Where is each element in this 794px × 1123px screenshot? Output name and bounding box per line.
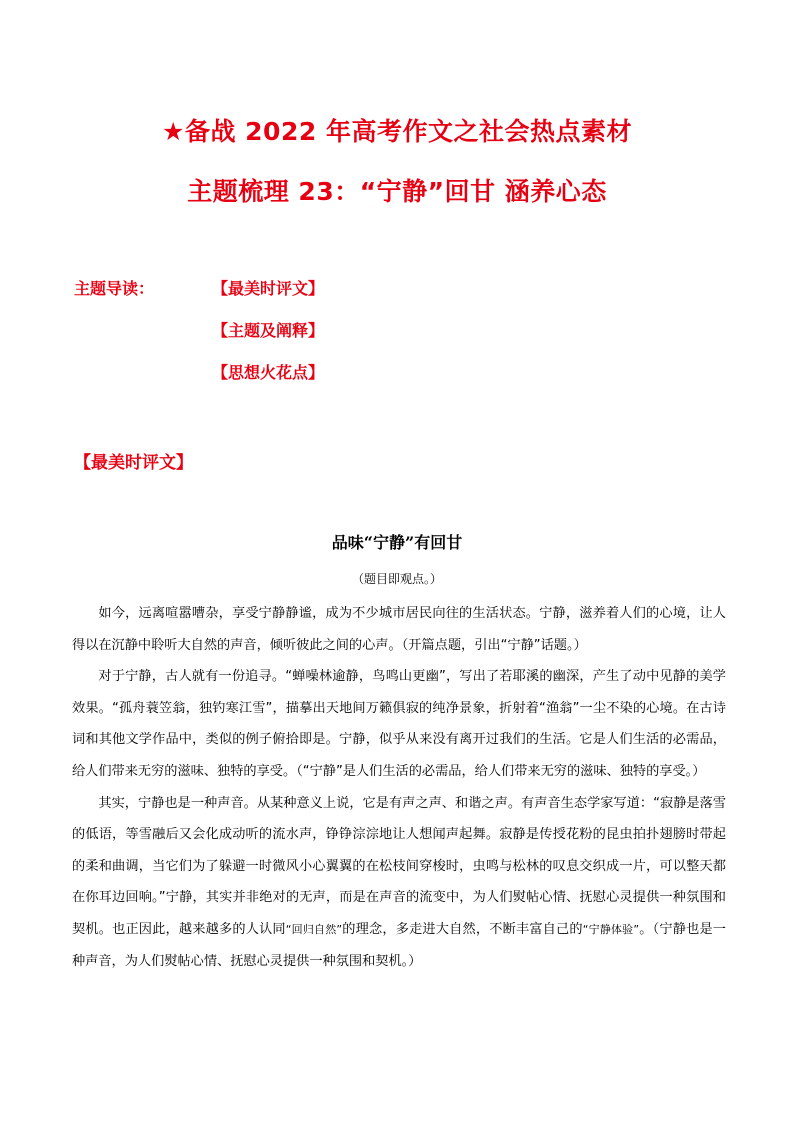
guide-item-reviews: 【最美时评文】 [212, 279, 325, 298]
paragraph-3-part-c: 。（宁静也是一种声音，为人们熨帖心情、抚慰心灵提供一种氛围和契机。） [72, 921, 726, 969]
paragraph-3 [72, 788, 726, 978]
document-title: ★备战 2022 年高考作文之社会热点素材 [162, 117, 632, 146]
document-subtitle: 主题梳理 23：“宁静”回甘 涵养心态 [187, 177, 607, 206]
paragraph-3-quote-2: “宁静体验” [582, 922, 640, 936]
guide-label: 主题导读： [74, 279, 155, 298]
paragraph-2: 对于宁静，古人就有一份追寻。“蝉噪林逾静，鸟鸣山更幽”，写出了若耶溪的幽深，产生了动中见静的美学效果。“孤舟蓑笠翁，独钓寒江雪”，描摹出天地间万籁俱寂的纯净景象，折射着“渔翁”一尘不染的心境。在古诗词和其他文学作品中，类似的例子俯拾即是。宁静，似乎从来没有离开过我们的生活。它是人们生活的必需品，给人们带来无穷的滋味、独特的享受。（“宁静”是人们生活的必需品，给人们带来无穷的滋味、独特的享受。） [72, 669, 726, 779]
article-note: （题目即观点。） [351, 572, 442, 586]
guide-item-theme: 【主题及阐释】 [212, 321, 325, 340]
paragraph-3-part-a: 其实，宁静也是一种声音。从某种意义上说，它是有声之声、和谐之声。有声音生态学家写道：“寂静是落雪的低语，等雪融后又会化成动听的流水声，铮铮淙淙地让人想闻声起舞。寂静是传授花粉的昆虫拍扑翅膀时带起的柔和曲调，当它们为了躲避一时微风小心翼翼的在松枝间穿梭时，虫鸣与松林的叹息交织成一片，可以整天都在你耳边回响。”宁静，其实并非绝对的无声，而是在声音的流变中，为人们熨帖心情、抚慰心灵提供一种氛围和契机。也正因此，越来越多的人认同 [72, 795, 726, 937]
guide-item-ideas: 【思想火花点】 [212, 363, 325, 382]
paragraph-3-quote-1: “回归自然” [285, 922, 343, 936]
paragraph-3-part-b: 的理念，多走进大自然，不断丰富自己的 [342, 921, 583, 937]
article-title: 品味“宁静”有回甘 [331, 533, 463, 552]
article-body [72, 598, 726, 977]
section-heading: 【最美时评文】 [74, 453, 193, 473]
paragraph-1: 如今，远离喧嚣嘈杂，享受宁静静谧，成为不少城市居民向往的生活状态。宁静，滋养着人们的心境，让人得以在沉静中聆听大自然的声音，倾听彼此之间的心声。（开篇点题，引出“宁静”话题。） [72, 606, 726, 653]
